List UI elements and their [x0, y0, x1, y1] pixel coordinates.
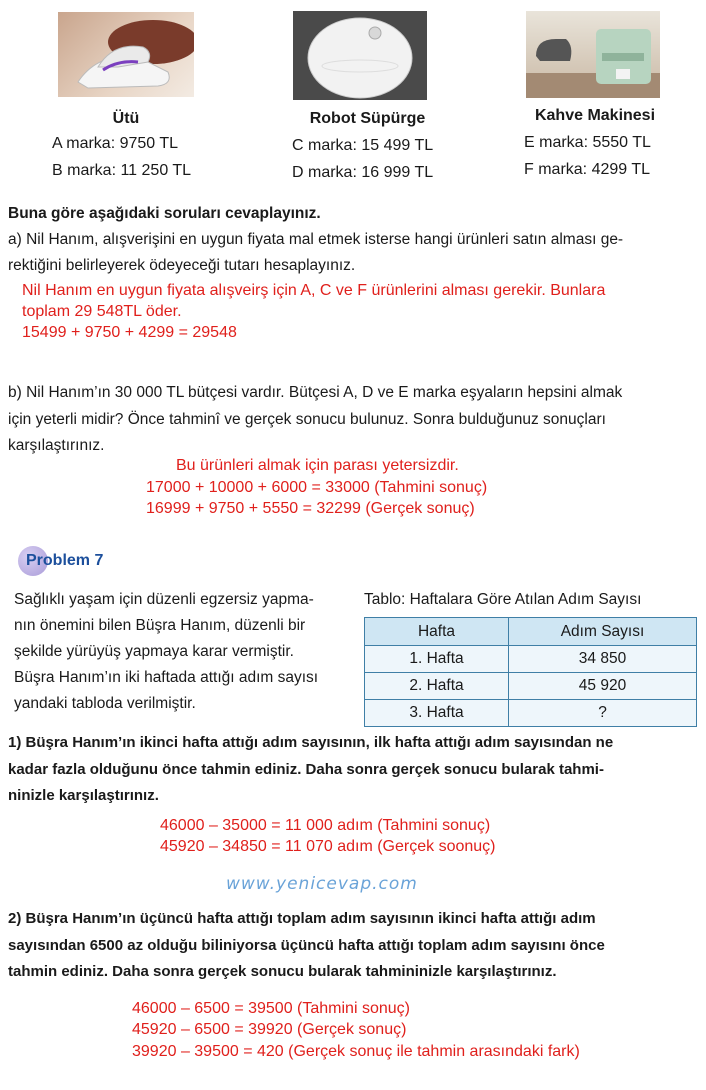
question-2-line-2: sayısından 6500 az olduğu biliniyorsa üçüncü hafta attığı toplam adım sayısını önce — [8, 937, 605, 954]
answer-1-line-1: 46000 – 35000 = 11 000 adım (Tahmini sonuç) — [160, 817, 491, 834]
question-b-line-1: b) Nil Hanım’ın 30 000 TL bütçesi vardır. Bütçesi A, D ve E marka eşyaların hepsini almak — [8, 384, 623, 401]
table-cell-steps: ? — [509, 700, 697, 727]
question-1-line-2: kadar fazla olduğunu önce tahmin ediniz. Daha sonra gerçek sonucu bularak tahmi- — [8, 761, 604, 778]
question-a-line-1: a) Nil Hanım, alışverişini en uygun fiyata mal etmek isterse hangi ürünleri satın alması ge- — [8, 231, 624, 248]
question-2-line-3: tahmin ediniz. Daha sonra gerçek sonucu bularak tahmininizle karşılaştırınız. — [8, 963, 557, 980]
question-1-line-1: 1) Büşra Hanım’ın ikinci hafta attığı adım sayısının, ilk hafta attığı adım sayısından ne — [8, 734, 614, 751]
table-cell-week: 1. Hafta — [365, 646, 509, 673]
price-a: A marka: 9750 TL — [52, 135, 178, 152]
question-1-line-3: ninizle karşılaştırınız. — [8, 787, 159, 804]
answer-b-line-3: 16999 + 9750 + 5550 = 32299 (Gerçek sonuç) — [146, 500, 475, 517]
table-cell-week: 2. Hafta — [365, 673, 509, 700]
problem-text-line-5: yandaki tabloda verilmiştir. — [14, 695, 196, 712]
table-cell-week: 3. Hafta — [365, 700, 509, 727]
answer-2-line-3: 39920 – 39500 = 420 (Gerçek sonuç ile tahmin arasındaki fark) — [132, 1043, 580, 1060]
price-e: E marka: 5550 TL — [524, 134, 651, 151]
coffee-machine-image — [526, 11, 660, 98]
intro-text: Buna göre aşağıdaki soruları cevaplayınız. — [8, 205, 321, 222]
price-f: F marka: 4299 TL — [524, 161, 650, 178]
question-2-line-1: 2) Büşra Hanım’ın üçüncü hafta attığı toplam adım sayısının ikinci hafta attığı adım — [8, 910, 596, 927]
question-b-line-3: karşılaştırınız. — [8, 437, 105, 454]
answer-a-line-3: 15499 + 9750 + 4299 = 29548 — [22, 324, 237, 341]
answer-2-line-1: 46000 – 6500 = 39500 (Tahmini sonuç) — [132, 1000, 410, 1017]
step-count-table — [364, 617, 697, 727]
price-d: D marka: 16 999 TL — [292, 164, 434, 181]
table-header-steps: Adım Sayısı — [509, 618, 697, 646]
table-caption: Tablo: Haftalara Göre Atılan Adım Sayısı — [364, 591, 642, 608]
problem-text-line-2: nın önemini bilen Büşra Hanım, düzenli bir — [14, 617, 306, 634]
iron-image — [58, 12, 194, 97]
answer-b-line-1: Bu ürünleri almak için parası yetersizdir. — [176, 457, 459, 474]
price-c: C marka: 15 499 TL — [292, 137, 434, 154]
product-name-coffee-machine: Kahve Makinesi — [534, 107, 656, 124]
answer-a-line-1: Nil Hanım en uygun fiyata alışveirş için A, C ve F ürünlerini alması gerekir. Bunlara — [22, 282, 606, 299]
table-header-week: Hafta — [365, 618, 509, 646]
answer-2-line-2: 45920 – 6500 = 39920 (Gerçek sonuç) — [132, 1021, 407, 1038]
answer-1-line-2: 45920 – 34850 = 11 070 adım (Gerçek soonuç) — [160, 838, 496, 855]
table-row — [365, 700, 697, 727]
table-row — [365, 646, 697, 673]
robot-vacuum-image — [293, 11, 427, 100]
answer-a-line-2: toplam 29 548TL öder. — [22, 303, 182, 320]
question-a-line-2: rektiğini belirleyerek ödeyeceği tutarı hesaplayınız. — [8, 257, 356, 274]
watermark: www.yenicevap.com — [226, 874, 418, 894]
product-name-iron: Ütü — [112, 110, 140, 127]
price-b: B marka: 11 250 TL — [52, 162, 192, 179]
table-row — [365, 673, 697, 700]
problem-text-line-4: Büşra Hanım’ın iki haftada attığı adım sayısı — [14, 669, 319, 686]
problem-title: Problem 7 — [26, 552, 104, 569]
table-header-row — [365, 618, 697, 646]
problem-text-line-3: şekilde yürüyüş yapmaya karar vermiştir. — [14, 643, 294, 660]
answer-b-line-2: 17000 + 10000 + 6000 = 33000 (Tahmini sonuç) — [146, 479, 488, 496]
problem-text-line-1: Sağlıklı yaşam için düzenli egzersiz yapma- — [14, 591, 314, 608]
table-cell-steps: 45 920 — [509, 673, 697, 700]
question-b-line-2: için yeterli midir? Önce tahminî ve gerçek sonucu bulunuz. Sonra bulduğunuz sonuçları — [8, 411, 606, 428]
table-cell-steps: 34 850 — [509, 646, 697, 673]
product-name-robot-vacuum: Robot Süpürge — [309, 110, 426, 127]
